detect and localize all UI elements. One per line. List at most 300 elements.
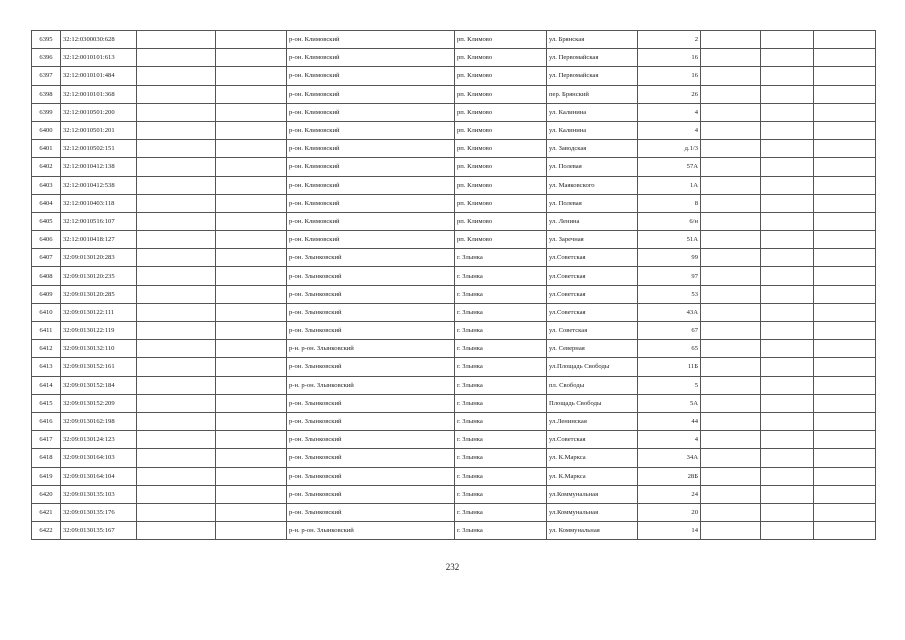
table-row [32, 249, 876, 267]
street-cell: ул. Брянская [547, 31, 638, 49]
row-number-cell: 6400 [32, 121, 61, 139]
cadastral-number-cell: 32:09:0130120:283 [61, 249, 137, 267]
cadastral-number-cell: 32:12:0010412:538 [61, 176, 137, 194]
empty-cell [761, 412, 814, 430]
table-row [32, 358, 876, 376]
empty-cell [814, 322, 876, 340]
empty-cell [216, 340, 287, 358]
house-number-cell: 8 [638, 194, 701, 212]
house-number-cell: 20 [638, 503, 701, 521]
registry-table [31, 30, 876, 540]
empty-cell [216, 431, 287, 449]
table-row [32, 485, 876, 503]
empty-cell [137, 340, 216, 358]
cadastral-number-cell: 32:09:0130122:119 [61, 322, 137, 340]
district-cell: р-он. Злынковский [287, 449, 455, 467]
locality-cell: рп. Климово [455, 31, 547, 49]
empty-cell [761, 103, 814, 121]
locality-cell: г. Злынка [455, 285, 547, 303]
empty-cell [814, 67, 876, 85]
registry-table-body [32, 31, 876, 540]
row-number-cell: 6420 [32, 485, 61, 503]
empty-cell [761, 212, 814, 230]
table-row [32, 322, 876, 340]
locality-cell: г. Злынка [455, 503, 547, 521]
table-row [32, 212, 876, 230]
empty-cell [814, 249, 876, 267]
empty-cell [216, 412, 287, 430]
empty-cell [701, 176, 761, 194]
street-cell: ул.Ленинская [547, 412, 638, 430]
empty-cell [216, 67, 287, 85]
empty-cell [701, 194, 761, 212]
table-row [32, 194, 876, 212]
empty-cell [701, 249, 761, 267]
empty-cell [701, 340, 761, 358]
row-number-cell: 6407 [32, 249, 61, 267]
empty-cell [761, 485, 814, 503]
locality-cell: г. Злынка [455, 322, 547, 340]
district-cell: р-он. Злынковский [287, 431, 455, 449]
house-number-cell: 6/н [638, 212, 701, 230]
street-cell: ул. Коммунальная [547, 522, 638, 540]
empty-cell [701, 322, 761, 340]
empty-cell [761, 176, 814, 194]
empty-cell [216, 158, 287, 176]
row-number-cell: 6410 [32, 303, 61, 321]
house-number-cell: д.1/3 [638, 140, 701, 158]
empty-cell [137, 376, 216, 394]
street-cell: ул. Заводская [547, 140, 638, 158]
empty-cell [137, 303, 216, 321]
cadastral-number-cell: 32:12:0010101:484 [61, 67, 137, 85]
house-number-cell: 4 [638, 431, 701, 449]
row-number-cell: 6422 [32, 522, 61, 540]
empty-cell [814, 285, 876, 303]
street-cell: ул.Коммунальная [547, 503, 638, 521]
locality-cell: г. Злынка [455, 522, 547, 540]
empty-cell [216, 176, 287, 194]
street-cell: ул. Маяковского [547, 176, 638, 194]
locality-cell: рп. Климово [455, 85, 547, 103]
cadastral-number-cell: 32:09:0130152:184 [61, 376, 137, 394]
empty-cell [701, 121, 761, 139]
empty-cell [216, 303, 287, 321]
empty-cell [701, 449, 761, 467]
empty-cell [814, 467, 876, 485]
empty-cell [137, 522, 216, 540]
row-number-cell: 6408 [32, 267, 61, 285]
empty-cell [216, 485, 287, 503]
empty-cell [137, 322, 216, 340]
street-cell: ул.Советская [547, 285, 638, 303]
street-cell: ул. Советская [547, 322, 638, 340]
locality-cell: г. Злынка [455, 431, 547, 449]
empty-cell [216, 467, 287, 485]
empty-cell [814, 376, 876, 394]
empty-cell [814, 49, 876, 67]
empty-cell [701, 358, 761, 376]
table-row [32, 412, 876, 430]
table-row [32, 67, 876, 85]
empty-cell [137, 67, 216, 85]
row-number-cell: 6395 [32, 31, 61, 49]
row-number-cell: 6416 [32, 412, 61, 430]
empty-cell [216, 285, 287, 303]
cadastral-number-cell: 32:12:0010516:107 [61, 212, 137, 230]
empty-cell [216, 394, 287, 412]
empty-cell [761, 303, 814, 321]
street-cell: ул. Первомайская [547, 67, 638, 85]
locality-cell: рп. Климово [455, 140, 547, 158]
house-number-cell: 34А [638, 449, 701, 467]
house-number-cell: 24 [638, 485, 701, 503]
empty-cell [701, 212, 761, 230]
house-number-cell: 5А [638, 394, 701, 412]
table-row [32, 303, 876, 321]
locality-cell: г. Злынка [455, 303, 547, 321]
table-row [32, 503, 876, 521]
table-row [32, 31, 876, 49]
locality-cell: г. Злынка [455, 467, 547, 485]
row-number-cell: 6411 [32, 322, 61, 340]
empty-cell [701, 503, 761, 521]
empty-cell [761, 467, 814, 485]
empty-cell [137, 121, 216, 139]
locality-cell: г. Злынка [455, 394, 547, 412]
cadastral-number-cell: 32:09:0130132:110 [61, 340, 137, 358]
house-number-cell: 5 [638, 376, 701, 394]
empty-cell [137, 394, 216, 412]
empty-cell [701, 49, 761, 67]
house-number-cell: 16 [638, 49, 701, 67]
street-cell: пер. Брянский [547, 85, 638, 103]
cadastral-number-cell: 32:12:0010403:118 [61, 194, 137, 212]
cadastral-number-cell: 32:09:0130152:209 [61, 394, 137, 412]
cadastral-number-cell: 32:12:0010501:201 [61, 121, 137, 139]
district-cell: р-н. р-он. Злынковский [287, 340, 455, 358]
empty-cell [814, 358, 876, 376]
empty-cell [814, 140, 876, 158]
empty-cell [761, 249, 814, 267]
street-cell: ул.Советская [547, 267, 638, 285]
house-number-cell: 53 [638, 285, 701, 303]
empty-cell [137, 176, 216, 194]
empty-cell [761, 31, 814, 49]
house-number-cell: 26 [638, 85, 701, 103]
empty-cell [814, 121, 876, 139]
locality-cell: рп. Климово [455, 67, 547, 85]
empty-cell [701, 140, 761, 158]
street-cell: пл. Свободы [547, 376, 638, 394]
street-cell: Площадь Свободы [547, 394, 638, 412]
house-number-cell: 67 [638, 322, 701, 340]
empty-cell [701, 522, 761, 540]
house-number-cell: 2 [638, 31, 701, 49]
empty-cell [761, 340, 814, 358]
empty-cell [701, 285, 761, 303]
empty-cell [761, 49, 814, 67]
empty-cell [701, 431, 761, 449]
empty-cell [137, 231, 216, 249]
empty-cell [814, 485, 876, 503]
row-number-cell: 6397 [32, 67, 61, 85]
empty-cell [137, 158, 216, 176]
empty-cell [814, 103, 876, 121]
district-cell: р-он. Злынковский [287, 503, 455, 521]
street-cell: ул.Советская [547, 431, 638, 449]
table-row [32, 121, 876, 139]
district-cell: р-он. Злынковский [287, 358, 455, 376]
row-number-cell: 6414 [32, 376, 61, 394]
empty-cell [761, 431, 814, 449]
district-cell: р-он. Климовский [287, 140, 455, 158]
empty-cell [137, 358, 216, 376]
empty-cell [137, 503, 216, 521]
house-number-cell: 99 [638, 249, 701, 267]
empty-cell [216, 503, 287, 521]
district-cell: р-он. Злынковский [287, 485, 455, 503]
district-cell: р-он. Климовский [287, 231, 455, 249]
empty-cell [814, 394, 876, 412]
row-number-cell: 6404 [32, 194, 61, 212]
empty-cell [814, 449, 876, 467]
empty-cell [814, 412, 876, 430]
table-row [32, 394, 876, 412]
district-cell: р-он. Климовский [287, 121, 455, 139]
district-cell: р-он. Климовский [287, 85, 455, 103]
district-cell: р-он. Климовский [287, 158, 455, 176]
table-row [32, 85, 876, 103]
table-row [32, 103, 876, 121]
table-row [32, 140, 876, 158]
table-row [32, 267, 876, 285]
street-cell: ул. Северная [547, 340, 638, 358]
empty-cell [814, 231, 876, 249]
empty-cell [216, 249, 287, 267]
house-number-cell: 65 [638, 340, 701, 358]
district-cell: р-он. Злынковский [287, 467, 455, 485]
street-cell: ул. К.Маркса [547, 467, 638, 485]
empty-cell [137, 212, 216, 230]
district-cell: р-он. Климовский [287, 67, 455, 85]
empty-cell [761, 194, 814, 212]
district-cell: р-н. р-он. Злынковский [287, 522, 455, 540]
empty-cell [701, 303, 761, 321]
street-cell: ул. Первомайская [547, 49, 638, 67]
house-number-cell: 51А [638, 231, 701, 249]
cadastral-number-cell: 32:12:0010501:200 [61, 103, 137, 121]
table-row [32, 231, 876, 249]
district-cell: р-он. Климовский [287, 31, 455, 49]
empty-cell [814, 31, 876, 49]
empty-cell [761, 503, 814, 521]
street-cell: ул.Коммунальная [547, 485, 638, 503]
empty-cell [814, 176, 876, 194]
locality-cell: г. Злынка [455, 340, 547, 358]
house-number-cell: 43А [638, 303, 701, 321]
cadastral-number-cell: 32:12:0010418:127 [61, 231, 137, 249]
empty-cell [701, 394, 761, 412]
street-cell: ул. Полевая [547, 158, 638, 176]
locality-cell: рп. Климово [455, 49, 547, 67]
cadastral-number-cell: 32:09:0130122:111 [61, 303, 137, 321]
empty-cell [216, 194, 287, 212]
table-row [32, 340, 876, 358]
empty-cell [216, 322, 287, 340]
empty-cell [216, 231, 287, 249]
locality-cell: рп. Климово [455, 194, 547, 212]
empty-cell [137, 194, 216, 212]
row-number-cell: 6421 [32, 503, 61, 521]
table-row [32, 467, 876, 485]
district-cell: р-он. Климовский [287, 212, 455, 230]
cadastral-number-cell: 32:12:0300030:628 [61, 31, 137, 49]
district-cell: р-он. Климовский [287, 194, 455, 212]
empty-cell [137, 249, 216, 267]
empty-cell [137, 431, 216, 449]
cadastral-number-cell: 32:09:0130152:161 [61, 358, 137, 376]
row-number-cell: 6417 [32, 431, 61, 449]
house-number-cell: 16 [638, 67, 701, 85]
table-row [32, 449, 876, 467]
street-cell: ул. Полевая [547, 194, 638, 212]
empty-cell [137, 485, 216, 503]
empty-cell [761, 394, 814, 412]
street-cell: ул.Советская [547, 249, 638, 267]
empty-cell [216, 449, 287, 467]
district-cell: р-он. Злынковский [287, 412, 455, 430]
locality-cell: г. Злынка [455, 485, 547, 503]
empty-cell [814, 194, 876, 212]
empty-cell [216, 267, 287, 285]
house-number-cell: 11Б [638, 358, 701, 376]
locality-cell: рп. Климово [455, 121, 547, 139]
cadastral-number-cell: 32:09:0130120:235 [61, 267, 137, 285]
district-cell: р-он. Климовский [287, 103, 455, 121]
row-number-cell: 6396 [32, 49, 61, 67]
locality-cell: г. Злынка [455, 358, 547, 376]
empty-cell [701, 85, 761, 103]
empty-cell [216, 121, 287, 139]
empty-cell [761, 267, 814, 285]
empty-cell [701, 103, 761, 121]
cadastral-number-cell: 32:12:0010412:138 [61, 158, 137, 176]
district-cell: р-он. Злынковский [287, 267, 455, 285]
page-number: 232 [445, 562, 460, 572]
table-row [32, 376, 876, 394]
table-row [32, 522, 876, 540]
empty-cell [761, 376, 814, 394]
house-number-cell: 44 [638, 412, 701, 430]
cadastral-number-cell: 32:09:0130162:198 [61, 412, 137, 430]
empty-cell [701, 376, 761, 394]
empty-cell [216, 140, 287, 158]
table-row [32, 49, 876, 67]
house-number-cell: 28Б [638, 467, 701, 485]
empty-cell [137, 103, 216, 121]
table-row [32, 285, 876, 303]
empty-cell [814, 267, 876, 285]
empty-cell [814, 340, 876, 358]
house-number-cell: 57А [638, 158, 701, 176]
empty-cell [216, 522, 287, 540]
row-number-cell: 6406 [32, 231, 61, 249]
house-number-cell: 97 [638, 267, 701, 285]
cadastral-number-cell: 32:09:0130135:167 [61, 522, 137, 540]
row-number-cell: 6412 [32, 340, 61, 358]
locality-cell: г. Злынка [455, 376, 547, 394]
empty-cell [701, 467, 761, 485]
cadastral-number-cell: 32:09:0130120:285 [61, 285, 137, 303]
cadastral-number-cell: 32:09:0130164:104 [61, 467, 137, 485]
cadastral-number-cell: 32:09:0130135:176 [61, 503, 137, 521]
empty-cell [137, 285, 216, 303]
street-cell: ул.Площадь Свободы [547, 358, 638, 376]
empty-cell [701, 67, 761, 85]
empty-cell [216, 49, 287, 67]
row-number-cell: 6413 [32, 358, 61, 376]
district-cell: р-он. Климовский [287, 49, 455, 67]
district-cell: р-н. р-он. Злынковский [287, 376, 455, 394]
district-cell: р-он. Злынковский [287, 322, 455, 340]
empty-cell [761, 121, 814, 139]
empty-cell [216, 358, 287, 376]
empty-cell [216, 103, 287, 121]
district-cell: р-он. Злынковский [287, 394, 455, 412]
empty-cell [814, 85, 876, 103]
empty-cell [814, 212, 876, 230]
house-number-cell: 1А [638, 176, 701, 194]
empty-cell [216, 212, 287, 230]
empty-cell [814, 522, 876, 540]
empty-cell [761, 140, 814, 158]
street-cell: ул. Ленина [547, 212, 638, 230]
empty-cell [761, 158, 814, 176]
empty-cell [216, 85, 287, 103]
district-cell: р-он. Климовский [287, 176, 455, 194]
cadastral-number-cell: 32:09:0130135:103 [61, 485, 137, 503]
empty-cell [137, 449, 216, 467]
row-number-cell: 6403 [32, 176, 61, 194]
empty-cell [137, 31, 216, 49]
empty-cell [761, 449, 814, 467]
empty-cell [701, 231, 761, 249]
locality-cell: рп. Климово [455, 103, 547, 121]
empty-cell [137, 267, 216, 285]
house-number-cell: 4 [638, 121, 701, 139]
locality-cell: рп. Климово [455, 176, 547, 194]
locality-cell: г. Злынка [455, 449, 547, 467]
table-row [32, 176, 876, 194]
empty-cell [701, 485, 761, 503]
empty-cell [761, 522, 814, 540]
district-cell: р-он. Злынковский [287, 303, 455, 321]
street-cell: ул. Заречная [547, 231, 638, 249]
cadastral-number-cell: 32:12:0010101:368 [61, 85, 137, 103]
empty-cell [701, 31, 761, 49]
street-cell: ул. К.Маркса [547, 449, 638, 467]
empty-cell [814, 503, 876, 521]
row-number-cell: 6399 [32, 103, 61, 121]
row-number-cell: 6405 [32, 212, 61, 230]
empty-cell [814, 431, 876, 449]
locality-cell: рп. Климово [455, 212, 547, 230]
table-row [32, 431, 876, 449]
locality-cell: г. Злынка [455, 249, 547, 267]
street-cell: ул. Калинина [547, 121, 638, 139]
locality-cell: г. Злынка [455, 267, 547, 285]
